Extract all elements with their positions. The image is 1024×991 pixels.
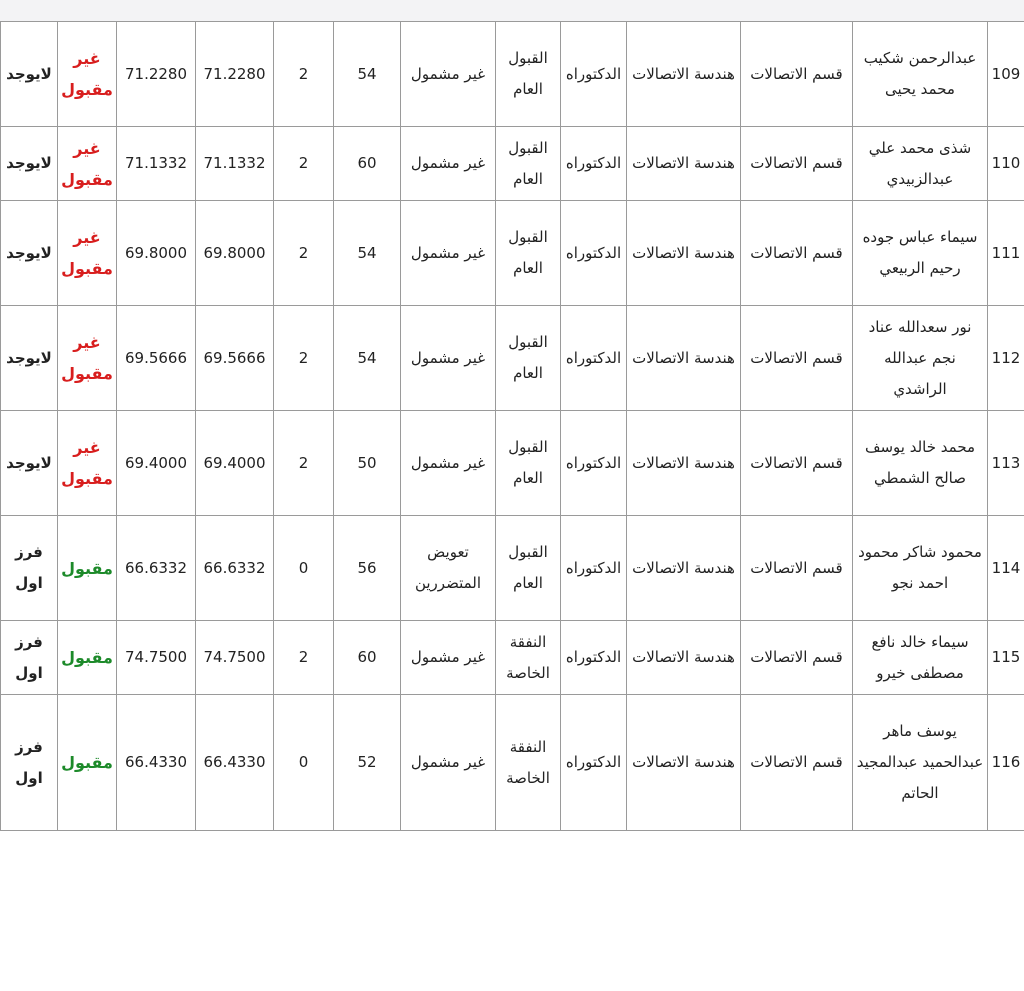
rate-2-cell: 69.5666 — [117, 306, 196, 411]
degree-cell: الدكتوراه — [561, 127, 627, 201]
department-cell: قسم الاتصالات — [741, 127, 853, 201]
rate-2-cell: 69.4000 — [117, 411, 196, 516]
department-cell: قسم الاتصالات — [741, 695, 853, 831]
score-1-cell: 60 — [334, 621, 401, 695]
student-name-cell: نور سعدالله عناد نجم عبدالله الراشدي — [853, 306, 988, 411]
admission-channel-cell: القبول العام — [496, 306, 561, 411]
student-name-cell: عبدالرحمن شكيب محمد يحيى — [853, 22, 988, 127]
final-result-cell: فرز اول — [1, 516, 58, 621]
specialization-cell: هندسة الاتصالات — [627, 621, 741, 695]
table-row — [1, 306, 1024, 411]
score-1-cell: 60 — [334, 127, 401, 201]
row-number-cell: 112 — [988, 306, 1024, 411]
rate-1-cell: 69.4000 — [196, 411, 274, 516]
final-result-cell: فرز اول — [1, 695, 58, 831]
category-cell: غير مشمول — [401, 695, 496, 831]
rate-2-cell: 74.7500 — [117, 621, 196, 695]
department-cell: قسم الاتصالات — [741, 411, 853, 516]
row-number-cell: 109 — [988, 22, 1024, 127]
row-number-cell: 110 — [988, 127, 1024, 201]
admission-channel-cell: النفقة الخاصة — [496, 695, 561, 831]
final-result-cell: لايوجد — [1, 201, 58, 306]
score-2-cell: 2 — [274, 22, 334, 127]
department-cell: قسم الاتصالات — [741, 201, 853, 306]
category-cell: تعويض المتضررين — [401, 516, 496, 621]
specialization-cell: هندسة الاتصالات — [627, 127, 741, 201]
score-1-cell: 52 — [334, 695, 401, 831]
admission-status-cell: مقبول — [58, 621, 117, 695]
score-2-cell: 2 — [274, 411, 334, 516]
score-1-cell: 56 — [334, 516, 401, 621]
score-2-cell: 2 — [274, 201, 334, 306]
student-name-cell: محمد خالد يوسف صالح الشمطي — [853, 411, 988, 516]
score-1-cell: 50 — [334, 411, 401, 516]
rate-1-cell: 69.5666 — [196, 306, 274, 411]
rate-1-cell: 66.4330 — [196, 695, 274, 831]
score-1-cell: 54 — [334, 22, 401, 127]
table-row — [1, 22, 1024, 127]
admission-channel-cell: القبول العام — [496, 201, 561, 306]
score-2-cell: 2 — [274, 127, 334, 201]
student-name-cell: سيماء خالد نافع مصطفى خيرو — [853, 621, 988, 695]
rate-2-cell: 66.4330 — [117, 695, 196, 831]
degree-cell: الدكتوراه — [561, 411, 627, 516]
department-cell: قسم الاتصالات — [741, 22, 853, 127]
admission-status-cell: غير مقبول — [58, 127, 117, 201]
admission-status-cell: غير مقبول — [58, 411, 117, 516]
specialization-cell: هندسة الاتصالات — [627, 516, 741, 621]
specialization-cell: هندسة الاتصالات — [627, 411, 741, 516]
rate-2-cell: 69.8000 — [117, 201, 196, 306]
student-name-cell: محمود شاكر محمود احمد نجو — [853, 516, 988, 621]
degree-cell: الدكتوراه — [561, 22, 627, 127]
final-result-cell: لايوجد — [1, 306, 58, 411]
score-1-cell: 54 — [334, 306, 401, 411]
category-cell: غير مشمول — [401, 201, 496, 306]
admission-channel-cell: النفقة الخاصة — [496, 621, 561, 695]
category-cell: غير مشمول — [401, 411, 496, 516]
table-row — [1, 127, 1024, 201]
score-2-cell: 2 — [274, 306, 334, 411]
rate-2-cell: 66.6332 — [117, 516, 196, 621]
row-number-cell: 111 — [988, 201, 1024, 306]
admission-status-cell: غير مقبول — [58, 22, 117, 127]
rate-1-cell: 71.1332 — [196, 127, 274, 201]
degree-cell: الدكتوراه — [561, 695, 627, 831]
department-cell: قسم الاتصالات — [741, 621, 853, 695]
table-row — [1, 621, 1024, 695]
rate-2-cell: 71.1332 — [117, 127, 196, 201]
admission-channel-cell: القبول العام — [496, 516, 561, 621]
degree-cell: الدكتوراه — [561, 621, 627, 695]
admission-results-table — [0, 21, 1024, 831]
table-body — [1, 22, 1024, 831]
admission-channel-cell: القبول العام — [496, 411, 561, 516]
final-result-cell: فرز اول — [1, 621, 58, 695]
admission-status-cell: مقبول — [58, 695, 117, 831]
score-1-cell: 54 — [334, 201, 401, 306]
row-number-cell: 114 — [988, 516, 1024, 621]
student-name-cell: سيماء عباس جوده رحيم الربيعي — [853, 201, 988, 306]
table-row — [1, 411, 1024, 516]
degree-cell: الدكتوراه — [561, 201, 627, 306]
department-cell: قسم الاتصالات — [741, 306, 853, 411]
specialization-cell: هندسة الاتصالات — [627, 306, 741, 411]
final-result-cell: لايوجد — [1, 411, 58, 516]
admission-channel-cell: القبول العام — [496, 127, 561, 201]
category-cell: غير مشمول — [401, 22, 496, 127]
specialization-cell: هندسة الاتصالات — [627, 695, 741, 831]
specialization-cell: هندسة الاتصالات — [627, 201, 741, 306]
rate-2-cell: 71.2280 — [117, 22, 196, 127]
table-row — [1, 516, 1024, 621]
department-cell: قسم الاتصالات — [741, 516, 853, 621]
score-2-cell: 0 — [274, 695, 334, 831]
row-number-cell: 116 — [988, 695, 1024, 831]
student-name-cell: شذى محمد علي عبدالزبيدي — [853, 127, 988, 201]
admission-status-cell: غير مقبول — [58, 306, 117, 411]
specialization-cell: هندسة الاتصالات — [627, 22, 741, 127]
admission-status-cell: مقبول — [58, 516, 117, 621]
student-name-cell: يوسف ماهر عبدالحميد عبدالمجيد الحاتم — [853, 695, 988, 831]
admission-channel-cell: القبول العام — [496, 22, 561, 127]
category-cell: غير مشمول — [401, 621, 496, 695]
degree-cell: الدكتوراه — [561, 306, 627, 411]
final-result-cell: لايوجد — [1, 127, 58, 201]
table-row — [1, 201, 1024, 306]
row-number-cell: 113 — [988, 411, 1024, 516]
rate-1-cell: 71.2280 — [196, 22, 274, 127]
category-cell: غير مشمول — [401, 127, 496, 201]
rate-1-cell: 74.7500 — [196, 621, 274, 695]
degree-cell: الدكتوراه — [561, 516, 627, 621]
score-2-cell: 0 — [274, 516, 334, 621]
final-result-cell: لايوجد — [1, 22, 58, 127]
top-strip — [0, 0, 1024, 21]
rate-1-cell: 69.8000 — [196, 201, 274, 306]
score-2-cell: 2 — [274, 621, 334, 695]
rate-1-cell: 66.6332 — [196, 516, 274, 621]
admission-status-cell: غير مقبول — [58, 201, 117, 306]
table-row — [1, 695, 1024, 831]
row-number-cell: 115 — [988, 621, 1024, 695]
category-cell: غير مشمول — [401, 306, 496, 411]
